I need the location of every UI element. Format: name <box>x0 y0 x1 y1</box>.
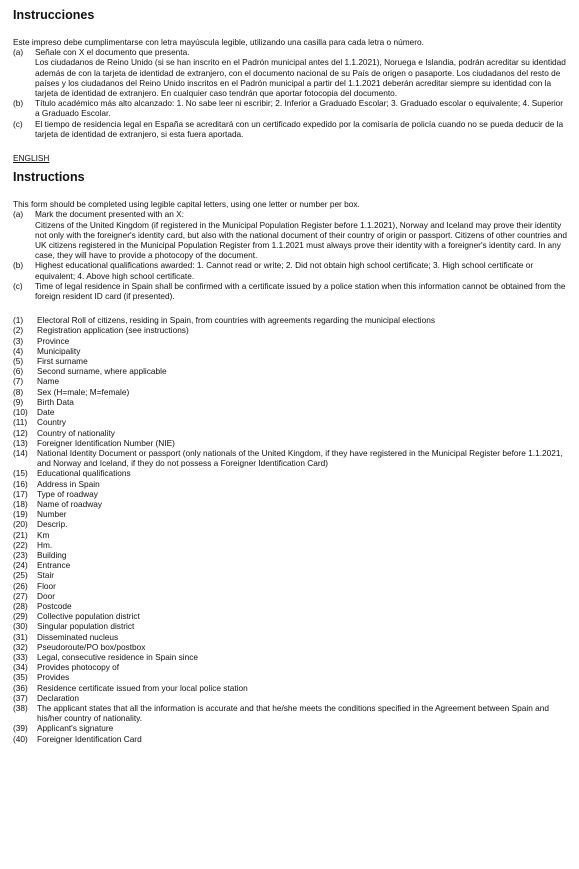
field-number: (2) <box>13 325 24 336</box>
field-description: Address in Spain <box>37 478 100 489</box>
field-description: Province <box>37 335 70 346</box>
item-text: Los ciudadanos de Reino Unido (si se han inscrito en el Padrón municipal antes del 1.1.2021), Noruega e Islandia, podrán acreditar su identidad además de con la tarjeta de identidad de extranjero, con el documento nacional de su País de origen o pasaporte. Los ciudadanos del resto de países y los ciudadanos del Reino Unido inscritos en el Padrón municipal a partir del 1.1.2021 deberán acreditar siempre su identidad con la tarjeta de identidad de extranjero. En cualquier caso tendrán que aportar fotocopia del documento. <box>35 57 566 99</box>
field-description: Postcode <box>37 600 72 611</box>
field-description: Floor <box>37 580 56 591</box>
field-number: (29) <box>13 611 28 622</box>
field-description: Foreigner Identification Number (NIE) <box>37 437 175 448</box>
field-number: (32) <box>13 641 28 652</box>
field-number: (3) <box>13 335 24 346</box>
field-legend-item <box>13 499 569 509</box>
field-legend-item <box>13 581 569 591</box>
english-item-c <box>13 281 569 301</box>
field-number: (7) <box>13 376 24 387</box>
field-legend-item <box>13 591 569 601</box>
item-label: (b) <box>13 98 24 109</box>
field-description: Educational qualifications <box>37 468 131 479</box>
field-legend-item <box>13 662 569 672</box>
field-legend-item <box>13 519 569 529</box>
field-legend-item <box>13 550 569 560</box>
field-legend-item <box>13 336 569 346</box>
field-number: (33) <box>13 651 28 662</box>
field-legend-item <box>13 693 569 703</box>
field-number: (28) <box>13 600 28 611</box>
field-legend-item <box>13 479 569 489</box>
english-item-a <box>13 209 569 260</box>
field-legend-item <box>13 540 569 550</box>
field-description: Entrance <box>37 560 71 571</box>
field-legend-item <box>13 621 569 631</box>
item-text: El tiempo de residencia legal en España se acreditará con un certificado expedido por la comisaría de policía cuando no se pueda deducir de la tarjeta de identidad de extranjero, si esta fuera aportada. <box>35 118 564 139</box>
field-number: (21) <box>13 529 28 540</box>
field-legend-item <box>13 315 569 325</box>
field-legend-item <box>13 346 569 356</box>
field-description: Date <box>37 407 55 418</box>
english-item-b <box>13 260 569 280</box>
item-text: Citizens of the United Kingdom (if registered in the Municipal Population Register before 1.1.2021), Norway and Iceland may prove their identity not only with the foreigner's identity card, but also with the national document of their country of origin or passport. Citizens of other countries and UK citizens registered in the Municipal Population Register from 1.1.2021 must always prove their identity with a foreigner's identity card. In any case, they will have to provide a photocopy of the document. <box>35 219 567 261</box>
item-label: (a) <box>13 47 24 58</box>
field-description: Foreigner Identification Card <box>37 733 142 744</box>
field-description: Number <box>37 509 67 520</box>
field-number: (15) <box>13 468 28 479</box>
field-number: (9) <box>13 396 24 407</box>
field-description: Provides <box>37 672 70 683</box>
field-number: (5) <box>13 356 24 367</box>
field-legend-item <box>13 703 569 723</box>
spanish-instructions <box>13 8 569 139</box>
field-legend-item <box>13 366 569 376</box>
field-description: Hm. <box>37 539 53 550</box>
field-description: Door <box>37 590 55 601</box>
field-legend-item <box>13 489 569 499</box>
field-number: (24) <box>13 560 28 571</box>
field-description: Building <box>37 549 67 560</box>
field-number: (30) <box>13 621 28 632</box>
field-legend-item <box>13 376 569 386</box>
field-number: (19) <box>13 509 28 520</box>
field-number: (18) <box>13 498 28 509</box>
field-description: Km <box>37 529 50 540</box>
field-number: (1) <box>13 315 24 326</box>
field-number: (36) <box>13 682 28 693</box>
field-legend-item <box>13 632 569 642</box>
field-description: Provides photocopy of <box>37 662 120 673</box>
field-description: Stair <box>37 570 55 581</box>
field-legend-item <box>13 672 569 682</box>
field-legend-item <box>13 356 569 366</box>
field-number: (13) <box>13 437 28 448</box>
field-legend-item <box>13 570 569 580</box>
field-legend-item <box>13 652 569 662</box>
field-description: Residence certificate issued from your local police station <box>37 682 248 693</box>
field-description: Pseudoroute/PO box/postbox <box>37 641 146 652</box>
field-description: Name <box>37 376 60 387</box>
field-description: Disseminated nucleus <box>37 631 119 642</box>
field-description: Country <box>37 417 67 428</box>
field-legend-item <box>13 468 569 478</box>
english-instructions <box>13 170 569 301</box>
field-description: Legal, consecutive residence in Spain since <box>37 651 198 662</box>
field-number: (27) <box>13 590 28 601</box>
spanish-heading: Instrucciones <box>13 8 95 22</box>
field-number: (22) <box>13 539 28 550</box>
field-legend-item <box>13 734 569 744</box>
spanish-intro: Este impreso debe cumplimentarse con letra mayúscula legible, utilizando una casilla para cada letra o número. <box>13 37 424 47</box>
spanish-item-b <box>13 98 569 118</box>
field-description: Municipality <box>37 345 81 356</box>
field-legend-item <box>13 683 569 693</box>
field-legend-list <box>13 315 569 744</box>
field-description: First surname <box>37 356 88 367</box>
field-description: Type of roadway <box>37 488 98 499</box>
item-text: Time of legal residence in Spain shall be confirmed with a certificate issued by a police station when this information cannot be obtained from the foreign resident ID card (if presented). <box>35 280 566 302</box>
field-legend-item <box>13 530 569 540</box>
field-legend-item <box>13 397 569 407</box>
field-legend-item <box>13 560 569 570</box>
field-number: (23) <box>13 549 28 560</box>
field-number: (20) <box>13 519 28 530</box>
field-number: (38) <box>13 702 28 713</box>
english-link[interactable]: ENGLISH <box>13 153 50 164</box>
field-description: Declaration <box>37 692 79 703</box>
field-description: Second surname, where applicable <box>37 366 167 377</box>
field-number: (34) <box>13 662 28 673</box>
field-number: (12) <box>13 427 28 438</box>
field-number: (11) <box>13 417 28 428</box>
field-number: (16) <box>13 478 28 489</box>
item-label: (a) <box>13 209 24 220</box>
english-items <box>13 209 569 301</box>
field-legend-item <box>13 448 569 468</box>
field-description: Singular population district <box>37 621 135 632</box>
field-description: Sex (H=male; M=female) <box>37 386 130 397</box>
item-text: Highest educational qualifications awarded: 1. Cannot read or write; 2. Did not obtain high school certificate; 3. High school certificate or equivalent; 4. Above high school certificate. <box>35 260 534 281</box>
spanish-items <box>13 47 569 139</box>
field-legend-item <box>13 387 569 397</box>
field-description: Collective population district <box>37 611 140 622</box>
field-number: (40) <box>13 733 28 744</box>
field-description: Applicant's signature <box>37 723 114 734</box>
item-text: Señale con X el documento que presenta. <box>35 47 190 58</box>
field-legend-item <box>13 509 569 519</box>
item-label: (c) <box>13 280 23 291</box>
field-number: (4) <box>13 345 24 356</box>
field-description: National Identity Document or passport (only nationals of the United Kingdom, if they have registered in the Municipal Register before 1.1.2021, and Norway and Iceland, if they do not possess a Foreigner Identification Card) <box>37 447 563 469</box>
field-number: (31) <box>13 631 28 642</box>
field-number: (8) <box>13 386 24 397</box>
field-legend-item <box>13 601 569 611</box>
field-legend-item <box>13 611 569 621</box>
english-intro: This form should be completed using legible capital letters, using one letter or number per box. <box>13 199 360 210</box>
field-legend-item <box>13 723 569 733</box>
spanish-item-a <box>13 47 569 98</box>
field-number: (10) <box>13 407 28 418</box>
field-number: (25) <box>13 570 28 581</box>
field-number: (26) <box>13 580 28 591</box>
item-label: (c) <box>13 118 23 129</box>
field-legend-item <box>13 407 569 417</box>
item-text: Mark the document presented with an X: <box>35 209 184 220</box>
spanish-item-c <box>13 119 569 139</box>
field-number: (6) <box>13 366 24 377</box>
field-description: Country of nationality <box>37 427 115 438</box>
field-description: Name of roadway <box>37 498 103 509</box>
field-number: (14) <box>13 447 28 458</box>
item-label: (b) <box>13 260 24 271</box>
field-number: (17) <box>13 488 28 499</box>
field-description: Birth Data <box>37 396 74 407</box>
field-number: (39) <box>13 723 28 734</box>
field-legend-item <box>13 417 569 427</box>
field-number: (35) <box>13 672 28 683</box>
field-description: Registration application (see instructions) <box>37 325 189 336</box>
item-text: Título académico más alto alcanzado: 1. No sabe leer ni escribir; 2. Inferior a Graduado Escolar; 3. Graduado escolar o equivalente; 4. Superior a Graduado Escolar. <box>35 98 564 119</box>
english-heading: Instructions <box>13 170 85 185</box>
field-description: Electoral Roll of citizens, residing in Spain, from countries with agreements regarding the municipal elections <box>37 315 435 326</box>
field-legend-item <box>13 325 569 335</box>
field-number: (37) <box>13 692 28 703</box>
field-description: Descrip. <box>37 519 68 530</box>
field-legend-item <box>13 438 569 448</box>
field-legend-item <box>13 428 569 438</box>
field-legend-item <box>13 642 569 652</box>
field-description: The applicant states that all the information is accurate and that he/she meets the conditions specified in the Agreement between Spain and his/her country of nationality. <box>37 702 549 724</box>
